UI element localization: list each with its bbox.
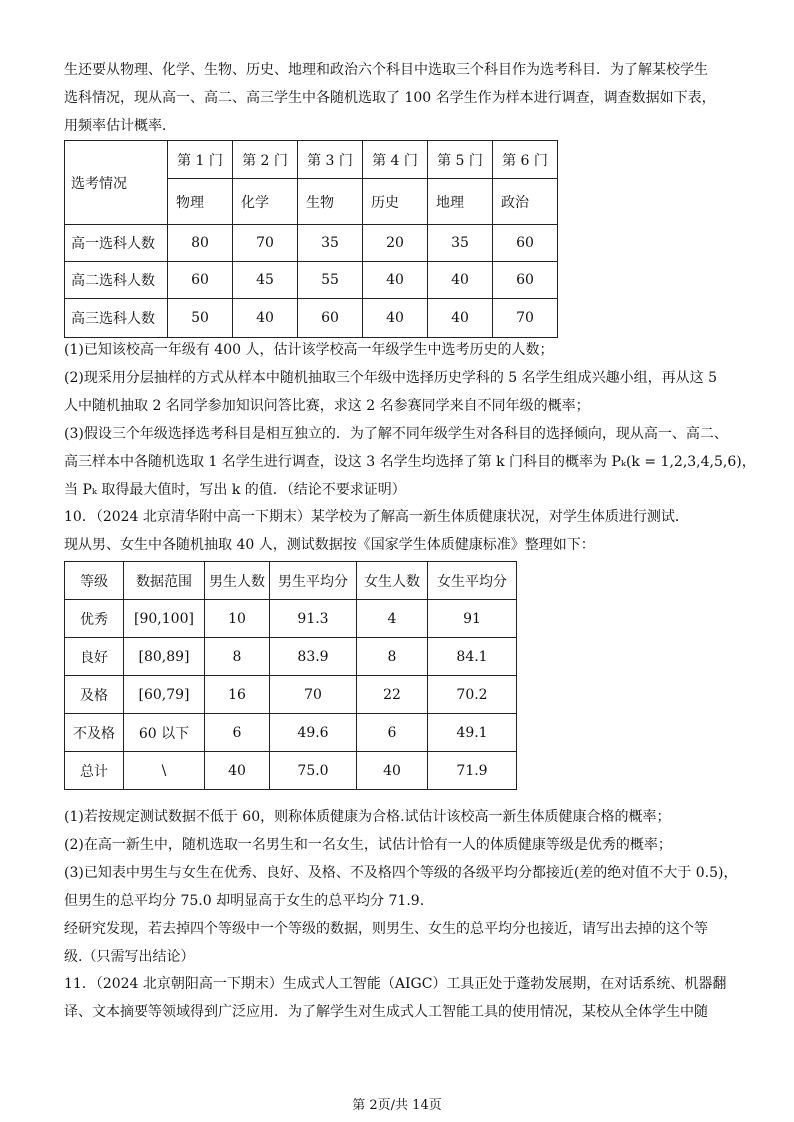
table-cell: 91.3 (270, 600, 357, 638)
table-cell: 8 (357, 638, 428, 676)
course-number-cell: 第 4 门 (363, 141, 428, 179)
table-cell: 91 (428, 600, 517, 638)
table-cell: 及格 (65, 676, 124, 714)
table-cell: 6 (357, 714, 428, 752)
question-line: 11．（2024 北京朝阳高一下期末）生成式人工智能（AIGC）工具正处于蓬勃发展期，在对话系统、机器翻 (64, 976, 727, 992)
table-cell: 优秀 (65, 600, 124, 638)
question-9-parts (64, 336, 756, 504)
table-cell: 不及格 (65, 714, 124, 752)
value-cell: 35 (298, 225, 363, 262)
question-line: (3)已知表中男生与女生在优秀、良好、及格、不及格四个等级的各级平均分都接近(差的绝对值不大于 0.5)， (64, 865, 738, 881)
header-cell: 等级 (65, 562, 124, 600)
intro-line: 用频率估计概率． (64, 118, 176, 134)
table-corner-cell: 选考情况 (65, 141, 168, 225)
question-line: 现从男、女生中各随机抽取 40 人，测试数据按《国家学生体质健康标准》整理如下： (64, 537, 595, 553)
table-row (65, 676, 517, 714)
table-cell: 75.0 (270, 752, 357, 790)
course-number-cell: 第 2 门 (233, 141, 298, 179)
table-cell: 60 以下 (124, 714, 205, 752)
value-cell: 70 (493, 299, 558, 338)
value-cell: 60 (493, 225, 558, 262)
course-number-cell: 第 5 门 (428, 141, 493, 179)
row-label-cell: 高二选科人数 (65, 262, 168, 299)
header-cell: 数据范围 (124, 562, 205, 600)
table-cell: 16 (205, 676, 270, 714)
table-header-row (65, 562, 517, 600)
table-cell: 49.6 (270, 714, 357, 752)
subject-cell: 物理 (168, 179, 233, 225)
value-cell: 50 (168, 299, 233, 338)
question-line: (2)现采用分层抽样的方式从样本中随机抽取三个年级中选择历史学科的 5 名学生组成兴趣小组，再从这 5 (64, 370, 717, 386)
table-cell: 71.9 (428, 752, 517, 790)
intro-paragraph (64, 56, 734, 140)
value-cell: 40 (363, 299, 428, 338)
header-cell: 女生平均分 (428, 562, 517, 600)
value-cell: 40 (363, 262, 428, 299)
course-number-cell: 第 3 门 (298, 141, 363, 179)
subject-selection-table (64, 140, 558, 338)
table-cell: [90,100] (124, 600, 205, 638)
fitness-results-table (64, 561, 517, 790)
table-cell: 40 (357, 752, 428, 790)
table-cell: 70 (270, 676, 357, 714)
intro-line: 选科情况，现从高一、高二、高三学生中各随机选取了 100 名学生作为样本进行调查，调查数据如下表， (64, 90, 716, 106)
header-cell: 男生平均分 (270, 562, 357, 600)
row-label-cell: 高三选科人数 (65, 299, 168, 338)
question-10-parts (64, 803, 738, 971)
subject-cell: 化学 (233, 179, 298, 225)
question-line: (2)在高一新生中，随机选取一名男生和一名女生，试估计恰有一人的体质健康等级是优秀的概率； (64, 837, 672, 853)
question-line: (3)假设三个年级选择选考科目是相互独立的．为了解不同年级学生对各科目的选择倾向，现从高一、高二、 (64, 426, 728, 442)
table-cell: 22 (357, 676, 428, 714)
question-line: 级.（只需写出结论） (64, 949, 195, 965)
subject-cell: 地理 (428, 179, 493, 225)
table-cell: 总计 (65, 752, 124, 790)
value-cell: 40 (428, 299, 493, 338)
value-cell: 40 (428, 262, 493, 299)
value-cell: 60 (493, 262, 558, 299)
table-row (65, 600, 517, 638)
course-number-cell: 第 6 门 (493, 141, 558, 179)
table-cell: 10 (205, 600, 270, 638)
table-cell: 6 (205, 714, 270, 752)
question-line: 但男生的总平均分 75.0 却明显高于女生的总平均分 71.9. (64, 893, 425, 909)
value-cell: 40 (233, 299, 298, 338)
question-11-intro (64, 970, 734, 1026)
question-line: (1)若按规定测试数据不低于 60，则称体质健康为合格.试估计该校高一新生体质健康合格的概率； (64, 809, 671, 825)
table-cell: 8 (205, 638, 270, 676)
question-line: 译、文本摘要等领域得到广泛应用．为了解学生对生成式人工智能工具的使用情况，某校从全体学生中随 (64, 1004, 708, 1020)
question-line: 当 Pₖ 取得最大值时，写出 k 的值．（结论不要求证明） (64, 482, 406, 498)
table-cell: 良好 (65, 638, 124, 676)
table-cell: 40 (205, 752, 270, 790)
table-cell: [60,79] (124, 676, 205, 714)
header-cell: 女生人数 (357, 562, 428, 600)
page-footer: 第 2页/共 14页 (352, 1098, 442, 1113)
value-cell: 20 (363, 225, 428, 262)
table-cell: 70.2 (428, 676, 517, 714)
subject-cell: 政治 (493, 179, 558, 225)
table-cell: [80,89] (124, 638, 205, 676)
intro-line: 生还要从物理、化学、生物、历史、地理和政治六个科目中选取三个科目作为选考科目．为了解某校学生 (64, 62, 708, 78)
subject-cell: 生物 (298, 179, 363, 225)
value-cell: 70 (233, 225, 298, 262)
question-line: 人中随机抽取 2 名同学参加知识问答比赛，求这 2 名参赛同学来自不同年级的概率； (64, 398, 590, 414)
table-row (65, 752, 517, 790)
value-cell: 35 (428, 225, 493, 262)
table-row (65, 299, 558, 338)
subject-cell: 历史 (363, 179, 428, 225)
table-cell: 4 (357, 600, 428, 638)
value-cell: 60 (168, 262, 233, 299)
table-cell: 84.1 (428, 638, 517, 676)
row-label-cell: 高一选科人数 (65, 225, 168, 262)
table-cell: 83.9 (270, 638, 357, 676)
value-cell: 55 (298, 262, 363, 299)
table-row (65, 262, 558, 299)
question-line: 高三样本中各随机选取 1 名学生进行调查，设这 3 名学生均选择了第 k 门科目的概率为 Pₖ(k = 1,2,3,4,5,6)， (64, 454, 756, 470)
table-row (65, 714, 517, 752)
value-cell: 80 (168, 225, 233, 262)
header-cell: 男生人数 (205, 562, 270, 600)
question-line: 经研究发现，若去掉四个等级中一个等级的数据，则男生、女生的总平均分也接近，请写出去掉的这个等 (64, 921, 708, 937)
value-cell: 45 (233, 262, 298, 299)
table-row (65, 225, 558, 262)
table-cell: 49.1 (428, 714, 517, 752)
question-line: (1)已知该校高一年级有 400 人，估计该学校高一年级学生中选考历史的人数； (64, 342, 554, 358)
question-line: 10．（2024 北京清华附中高一下期末）某学校为了解高一新生体质健康状况，对学生体质进行测试． (64, 509, 689, 525)
question-10-intro (64, 503, 734, 559)
course-number-cell: 第 1 门 (168, 141, 233, 179)
table-row (65, 638, 517, 676)
value-cell: 60 (298, 299, 363, 338)
table-cell: \ (124, 752, 205, 790)
